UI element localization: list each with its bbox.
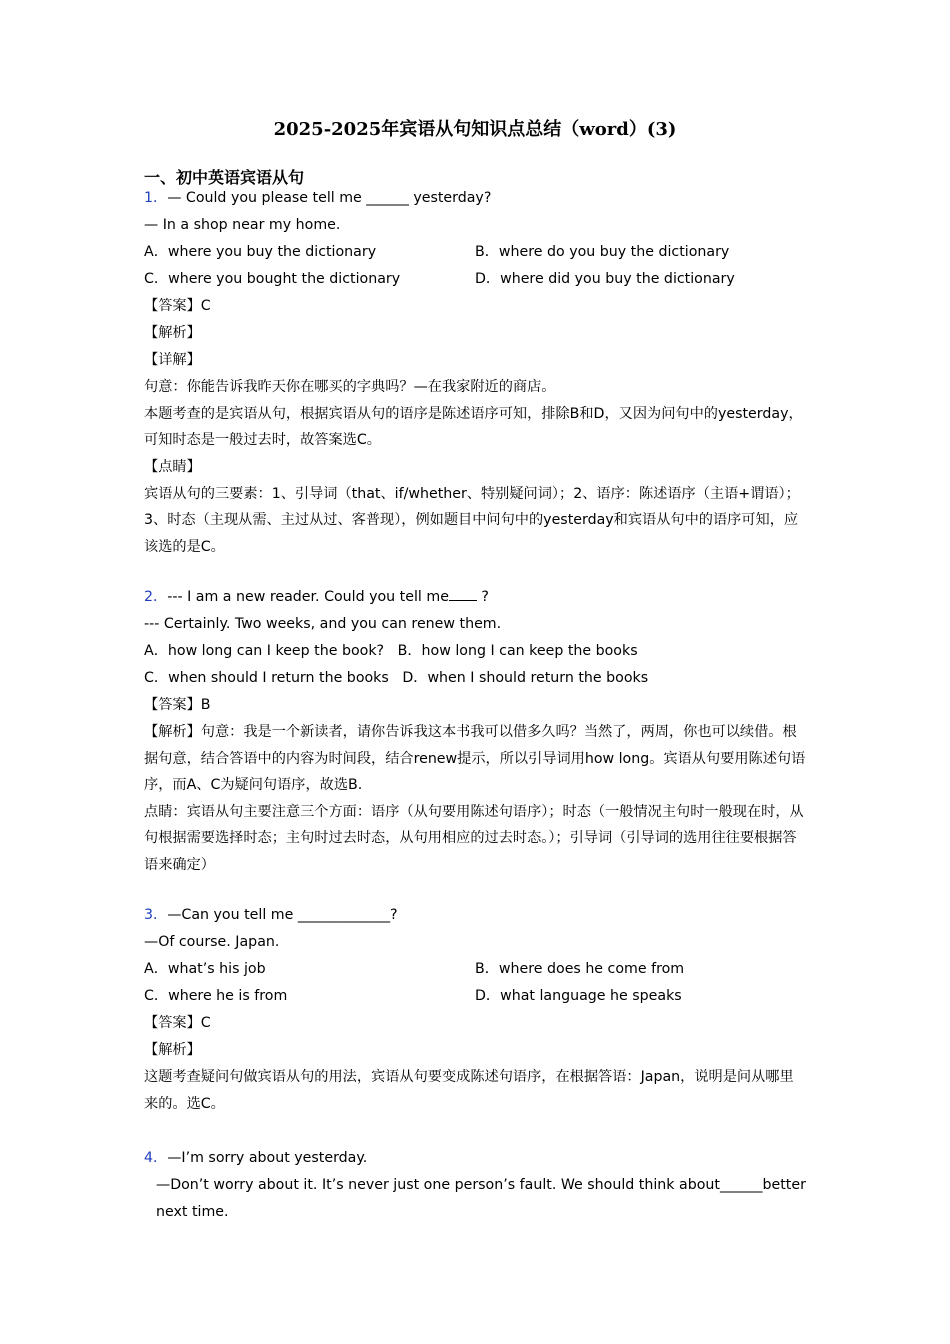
option-c: C．when should I return the books (144, 670, 389, 686)
detail-translation: 句意：你能告诉我昨天你在哪买的字典吗？—在我家附近的商店。 (144, 379, 556, 395)
question-number: 3． (144, 907, 168, 923)
detail-explanation: 本题考查的是宾语从句，根据宾语从句的语序是陈述语序可知，排除B和D，又因为问句中的yesterday，可知时态是一般过去时，故答案选C。 (144, 405, 803, 448)
option-d: D．where did you buy the dictionary (475, 271, 735, 287)
question-reply: —Don’t worry about it. It’s never just one person’s fault. We should think about______better next time. (156, 1177, 806, 1220)
section-heading: 一、初中英语宾语从句 (144, 168, 305, 187)
analysis-label: 【解析】 (144, 325, 201, 341)
answer-blank (449, 586, 477, 601)
document-title: 2025-2025年宾语从句知识点总结（word）(3) (273, 119, 677, 140)
question-text: —Can you tell me _____________? (167, 907, 398, 923)
option-row (144, 638, 806, 665)
tip-text: 点睛：宾语从句主要注意三个方面：语序（从句要用陈述句语序）；时态（一般情况主句时一般现在时，从句根据需要选择时态；主句时过去时态，从句用相应的过去时态。）；引导词（引导词的选用往往要根据答语来确定） (144, 803, 804, 873)
option-c: C．where he is from (144, 988, 288, 1004)
question-text: — Could you please tell me ______ yesterday? (167, 190, 492, 206)
question-number: 2． (144, 589, 168, 605)
answer-label: 【答案】C (144, 298, 211, 314)
tip-label: 【点睛】 (144, 458, 201, 475)
question-reply: --- Certainly. Two weeks, and you can renew them. (144, 616, 502, 632)
option-a: A．what’s his job (144, 961, 266, 977)
option-b: B．where does he come from (475, 961, 685, 977)
analysis-text: 【解析】句意：我是一个新读者，请你告诉我这本书我可以借多久吗？当然了，两周，你也可以续借。根据句意，结合答语中的内容为时间段，结合renew提示，所以引导词用how long。宾语从句要用陈述句语序，而A、C为疑问句语序，故选B. (144, 724, 806, 793)
option-b: B．how long I can keep the books (397, 643, 638, 659)
question-2 (144, 584, 806, 878)
question-text-end: ? (476, 589, 489, 605)
question-prompt (144, 902, 806, 929)
answer-label: 【答案】B (144, 697, 211, 713)
question-text: —I’m sorry about yesterday. (167, 1150, 368, 1166)
option-d: D．when I should return the books (402, 670, 649, 686)
option-d: D．what language he speaks (475, 988, 682, 1004)
option-b: B．where do you buy the dictionary (475, 244, 730, 260)
question-4 (144, 1145, 806, 1225)
option-row (144, 239, 806, 266)
question-prompt (144, 1145, 806, 1172)
option-row (144, 983, 806, 1010)
option-row (144, 665, 806, 692)
question-reply: —Of course. Japan. (144, 934, 280, 950)
analysis-text: 这题考查疑问句做宾语从句的用法，宾语从句要变成陈述句语序，在根据答语：Japan，说明是问从哪里来的。选C。 (144, 1069, 794, 1112)
question-prompt (144, 185, 806, 212)
question-3 (144, 902, 806, 1117)
question-number: 4． (144, 1150, 168, 1166)
tip-text: 宾语从句的三要素：1、引导词（that、if/whether、特别疑问词）；2、语序：陈述语序（主语+谓语）；3、时态（主现从需、主过从过、客普现），例如题目中问句中的yesterday和宾语从句中的语序可知，应该选的是C。 (144, 485, 800, 555)
option-a: A．where you buy the dictionary (144, 244, 377, 260)
analysis-label: 【解析】 (144, 1042, 201, 1058)
option-row (144, 266, 806, 293)
question-prompt (144, 584, 806, 611)
question-reply: — In a shop near my home. (144, 217, 341, 233)
option-c: C．where you bought the dictionary (144, 271, 401, 287)
detail-label: 【详解】 (144, 352, 201, 368)
option-row (144, 956, 806, 983)
answer-label: 【答案】C (144, 1015, 211, 1031)
question-1 (144, 185, 806, 560)
question-number: 1． (144, 190, 168, 206)
option-a: A．how long can I keep the book? (144, 643, 385, 659)
question-text: --- I am a new reader. Could you tell me (167, 589, 449, 605)
